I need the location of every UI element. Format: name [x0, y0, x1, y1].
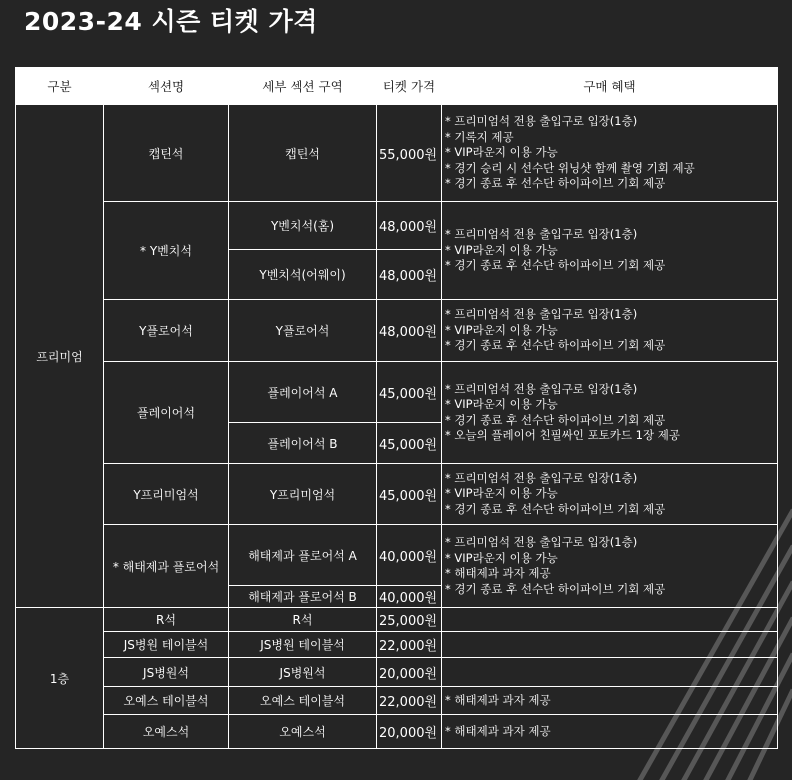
benefit-item: * 해태제과 과자 제공	[445, 723, 551, 738]
benefit-item: * VIP라운지 이용 가능	[445, 550, 558, 565]
benefit-item: * 경기 종료 후 선수단 하이파이브 기회 제공	[445, 176, 666, 191]
section-name: JS병원석	[104, 658, 229, 687]
section-name: 오예스석	[104, 715, 229, 749]
benefits-cell	[442, 105, 778, 202]
table-row	[16, 687, 778, 715]
ticket-price: 20,000원	[377, 715, 442, 749]
table-row	[16, 202, 778, 250]
table-row	[16, 632, 778, 658]
zone-name: R석	[229, 608, 377, 632]
benefit-item: * 해태제과 과자 제공	[445, 566, 551, 580]
table-row	[16, 464, 778, 525]
benefit-item: * 프리미엄석 전용 출입구로 입장(1층)	[445, 381, 638, 396]
benefits-cell	[442, 464, 778, 525]
zone-name: 오예스석	[229, 715, 377, 749]
section-name: * Y벤치석	[104, 202, 229, 300]
group-floor1: 1층	[16, 608, 104, 749]
section-name: 캡틴석	[104, 105, 229, 202]
section-name: R석	[104, 608, 229, 632]
ticket-price: 45,000원	[377, 464, 442, 525]
benefit-item: * 프리미엄석 전용 출입구로 입장(1층)	[445, 307, 638, 322]
benefit-item: * VIP라운지 이용 가능	[445, 145, 558, 160]
table-row	[16, 300, 778, 362]
zone-name: 플레이어석 B	[229, 423, 377, 464]
table-header-row	[16, 68, 778, 105]
table-row	[16, 658, 778, 687]
benefits-cell	[442, 300, 778, 362]
benefit-item: * VIP라운지 이용 가능	[445, 397, 558, 411]
header-zone: 세부 섹션 구역	[229, 68, 377, 105]
ticket-price: 48,000원	[377, 300, 442, 362]
zone-name: Y벤치석(홈)	[229, 202, 377, 250]
ticket-price: 20,000원	[377, 658, 442, 687]
benefits-cell	[442, 658, 778, 687]
section-name: Y플로어석	[104, 300, 229, 362]
benefit-item: * 프리미엄석 전용 출입구로 입장(1층)	[445, 470, 638, 485]
group-premium: 프리미엄	[16, 105, 104, 608]
benefit-item: * 경기 종료 후 선수단 하이파이브 기회 제공	[445, 258, 666, 273]
zone-name: Y프리미엄석	[229, 464, 377, 525]
ticket-price: 48,000원	[377, 202, 442, 250]
zone-name: 캡틴석	[229, 105, 377, 202]
table-row	[16, 362, 778, 423]
ticket-price: 45,000원	[377, 362, 442, 423]
ticket-price: 48,000원	[377, 250, 442, 300]
benefit-item: * 기록지 제공	[445, 129, 514, 144]
section-name: 플레이어석	[104, 362, 229, 464]
ticket-price: 55,000원	[377, 105, 442, 202]
benefit-item: * 경기 종료 후 선수단 하이파이브 기회 제공	[445, 501, 666, 516]
header-benefits: 구매 혜택	[442, 68, 778, 105]
ticket-price-table	[15, 67, 778, 749]
zone-name: JS병원 테이블석	[229, 632, 377, 658]
benefit-item: * 경기 승리 시 선수단 위닝샷 함께 촬영 기회 제공	[445, 160, 695, 175]
ticket-price: 22,000원	[377, 632, 442, 658]
benefit-item: * 오늘의 플레이어 친필싸인 포토카드 1장 제공	[445, 428, 680, 442]
section-name: * 해태제과 플로어석	[104, 525, 229, 608]
benefit-item: * 프리미엄석 전용 출입구로 입장(1층)	[445, 114, 638, 129]
benefits-cell	[442, 202, 778, 300]
ticket-price: 25,000원	[377, 608, 442, 632]
benefit-item: * 프리미엄석 전용 출입구로 입장(1층)	[445, 535, 638, 549]
section-name: JS병원 테이블석	[104, 632, 229, 658]
table-row	[16, 525, 778, 586]
ticket-price: 40,000원	[377, 525, 442, 586]
table-row	[16, 608, 778, 632]
benefits-cell	[442, 632, 778, 658]
zone-name: JS병원석	[229, 658, 377, 687]
ticket-price: 22,000원	[377, 687, 442, 715]
zone-name: 오예스 테이블석	[229, 687, 377, 715]
benefits-cell	[442, 525, 778, 608]
benefit-item: * 해태제과 과자 제공	[445, 692, 551, 707]
benefit-item: * 프리미엄석 전용 출입구로 입장(1층)	[445, 227, 638, 242]
page-title: 2023-24 시즌 티켓 가격	[24, 7, 318, 36]
zone-name: 해태제과 플로어석 A	[229, 525, 377, 586]
benefits-cell	[442, 687, 778, 715]
benefit-item: * VIP라운지 이용 가능	[445, 486, 558, 501]
ticket-price: 45,000원	[377, 423, 442, 464]
header-category: 구분	[16, 68, 104, 105]
benefits-cell	[442, 362, 778, 464]
header-price: 티켓 가격	[377, 68, 442, 105]
section-name: 오예스 테이블석	[104, 687, 229, 715]
header-section-name: 섹션명	[104, 68, 229, 105]
table-row	[16, 105, 778, 202]
benefit-item: * 경기 종료 후 선수단 하이파이브 기회 제공	[445, 338, 666, 353]
zone-name: 해태제과 플로어석 B	[229, 586, 377, 608]
benefit-item: * 경기 종료 후 선수단 하이파이브 기회 제공	[445, 412, 666, 427]
table-row	[16, 715, 778, 749]
benefit-item: * 경기 종료 후 선수단 하이파이브 기회 제공	[445, 581, 666, 596]
benefit-item: * VIP라운지 이용 가능	[445, 242, 558, 257]
ticket-price: 40,000원	[377, 586, 442, 608]
benefits-cell	[442, 715, 778, 749]
zone-name: Y플로어석	[229, 300, 377, 362]
benefit-item: * VIP라운지 이용 가능	[445, 322, 558, 337]
zone-name: 플레이어석 A	[229, 362, 377, 423]
zone-name: Y벤치석(어웨이)	[229, 250, 377, 300]
benefits-cell	[442, 608, 778, 632]
section-name: Y프리미엄석	[104, 464, 229, 525]
